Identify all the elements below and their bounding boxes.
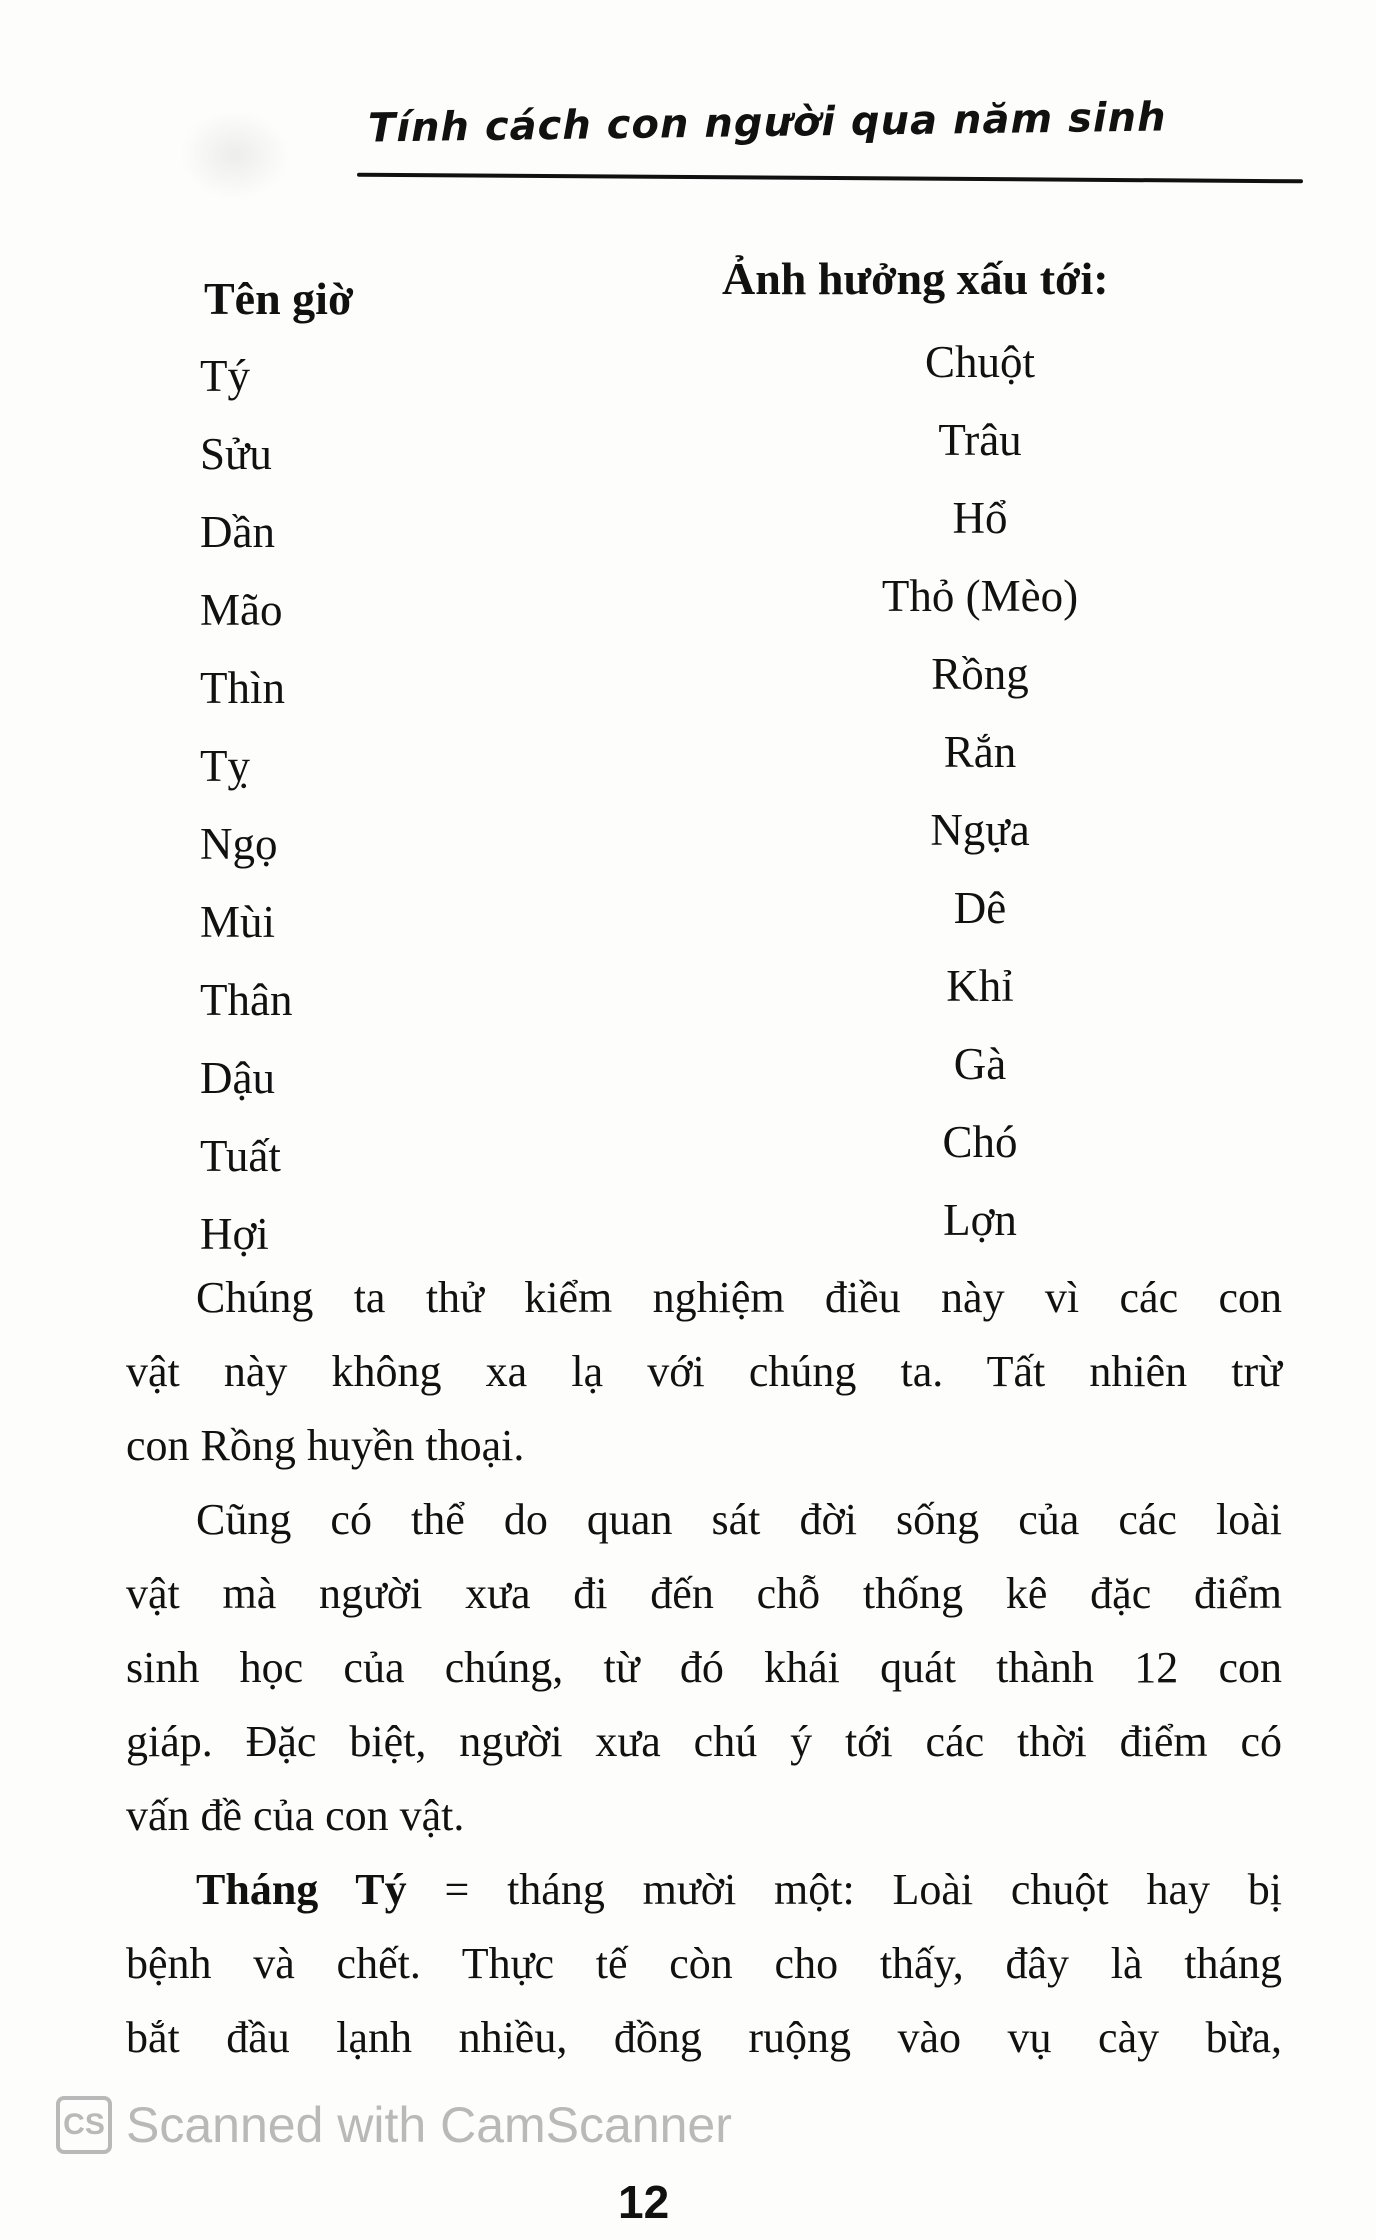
hour-name: Sửu [200, 429, 272, 479]
affected-animal: Chuột [924, 337, 1036, 387]
body-line: vật này không xa lạ với chúng ta. Tất nhiên trừ [126, 1347, 1282, 1396]
hour-name: Mão [200, 585, 283, 635]
body-line: Cũng có thể do quan sát đời sống của các loài [196, 1495, 1282, 1544]
hour-name: Thân [200, 975, 293, 1025]
scan-smudge [180, 110, 290, 200]
affected-animal: Ngựa [930, 805, 1030, 855]
body-line: giáp. Đặc biệt, người xưa chú ý tới các thời điểm có [126, 1717, 1282, 1766]
body-line: vấn đề của con vật. [126, 1791, 465, 1840]
body-line: bắt đầu lạnh nhiều, đồng ruộng vào vụ cày bừa, [126, 2013, 1282, 2062]
line-text: = tháng mười một: Loài chuột hay bị [444, 1865, 1283, 1914]
hour-name: Tỵ [200, 741, 250, 791]
affected-animal: Thỏ (Mèo) [881, 571, 1079, 621]
camscanner-watermark [56, 2096, 732, 2154]
column-header-hour: Tên giờ [204, 273, 354, 324]
hour-name: Tuất [200, 1131, 281, 1181]
body-line: vật mà người xưa đi đến chỗ thống kê đặc điểm [126, 1569, 1282, 1618]
body-line [126, 1864, 1282, 1915]
affected-animal: Rắn [943, 727, 1017, 777]
hour-name: Hợi [200, 1209, 269, 1259]
body-line: sinh học của chúng, từ đó khái quát thành 12 con [126, 1643, 1282, 1692]
hour-name: Dậu [200, 1053, 275, 1103]
affected-animal: Dê [953, 883, 1007, 933]
body-line: Chúng ta thử kiểm nghiệm điều này vì các con [196, 1273, 1282, 1322]
watermark-text: Scanned with CamScanner [126, 2097, 732, 2153]
affected-animal: Chó [942, 1117, 1018, 1167]
hour-name: Mùi [200, 897, 276, 947]
hour-name: Thìn [200, 663, 285, 713]
page-number: 12 [618, 2176, 670, 2228]
body-line: bệnh và chết. Thực tế còn cho thấy, đây là tháng [126, 1939, 1282, 1988]
header-rule [357, 173, 1303, 184]
affected-animal: Trâu [938, 415, 1022, 465]
affected-animal: Hổ [952, 493, 1008, 543]
body-line: con Rồng huyền thoại. [126, 1421, 525, 1470]
affected-animal: Khỉ [946, 961, 1014, 1011]
camscanner-logo-icon: CS [56, 2096, 112, 2154]
affected-animal: Lợn [943, 1195, 1017, 1245]
running-title: Tính cách con người qua năm sinh [367, 94, 1167, 152]
hour-name: Dần [200, 507, 275, 557]
column-header-affected: Ảnh hưởng xấu tới: [722, 253, 1109, 304]
hour-name: Tý [200, 351, 250, 401]
affected-animal: Rồng [931, 649, 1029, 699]
hour-name: Ngọ [200, 819, 278, 869]
bold-lead: Tháng Tý [196, 1865, 407, 1914]
affected-animal: Gà [953, 1039, 1007, 1089]
